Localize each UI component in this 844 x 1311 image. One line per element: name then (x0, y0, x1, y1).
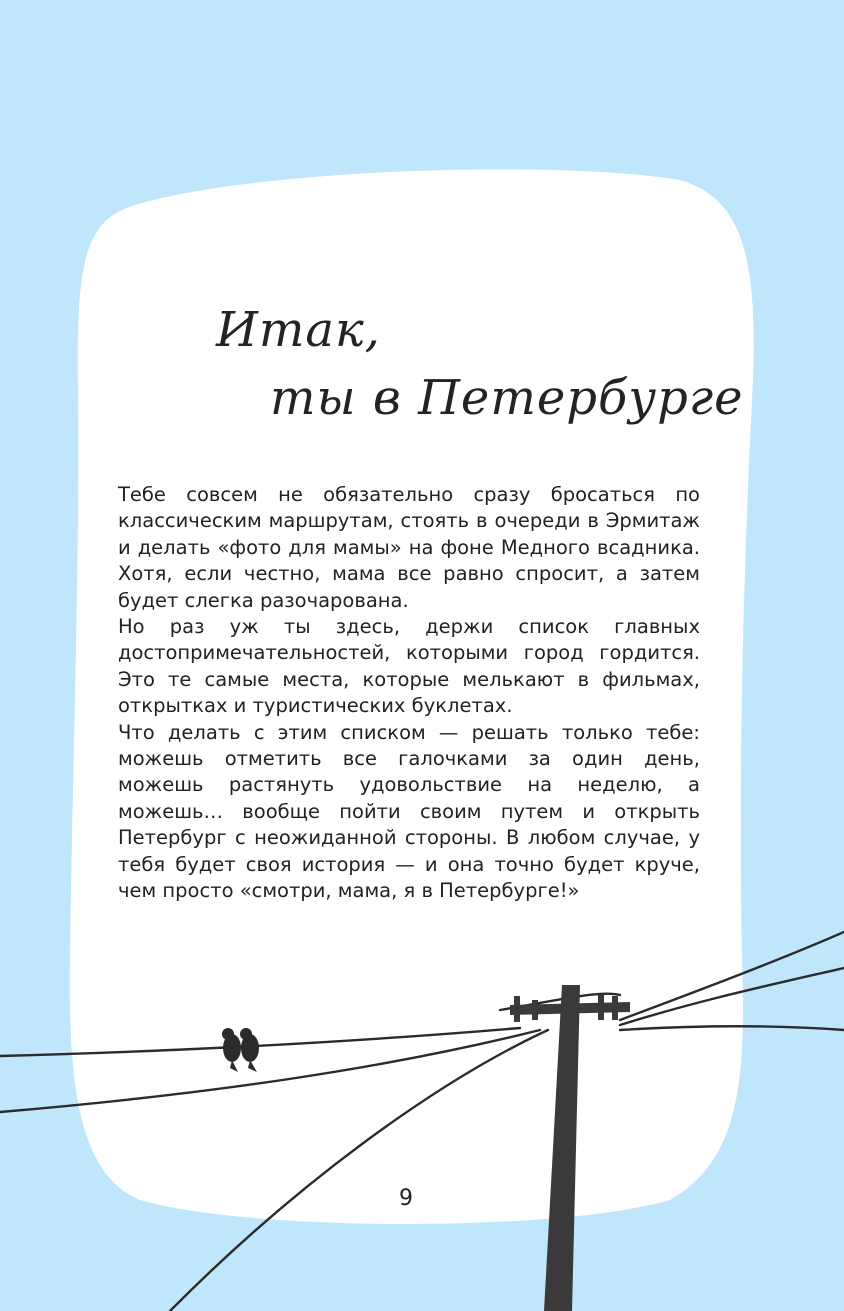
bird-icon (240, 1028, 259, 1072)
title-line-1: Итак, (216, 302, 381, 358)
bird-icon (222, 1028, 241, 1072)
wire-left-bottom (170, 1030, 548, 1311)
wire-right-low (620, 1026, 844, 1030)
paragraph-3: Что делать с этим списком — решать только тебе: можешь отметить все галочками за один день, можешь растянуть удовольствие на неделю, а можешь… вообще пойти своим путем и открыть Петербург с неожиданной стороны. В любом случае, у тебя будет своя история — и она точно будет круче, чем просто «смотри, мама, я в Петербурге!» (118, 720, 700, 903)
paragraph-1: Тебе совсем не обязательно сразу бросаться по классическим маршрутам, стоять в очереди в Эрмитаж и делать «фото для мамы» на фоне Медного всадника. Хотя, если честно, мама все равно спросит, а затем будет слегка разочарована. (118, 483, 700, 612)
paragraph-2: Но раз уж ты здесь, держи список главных достопримечательностей, которыми город гордится. Это те самые места, которые мелькают в фильмах, открытках и туристических буклетах. (118, 615, 700, 718)
wire-left-lower (0, 1030, 540, 1112)
page-number: 9 (399, 1186, 413, 1211)
title-line-2: ты в Петербурге (270, 370, 744, 426)
wires (0, 932, 844, 1311)
